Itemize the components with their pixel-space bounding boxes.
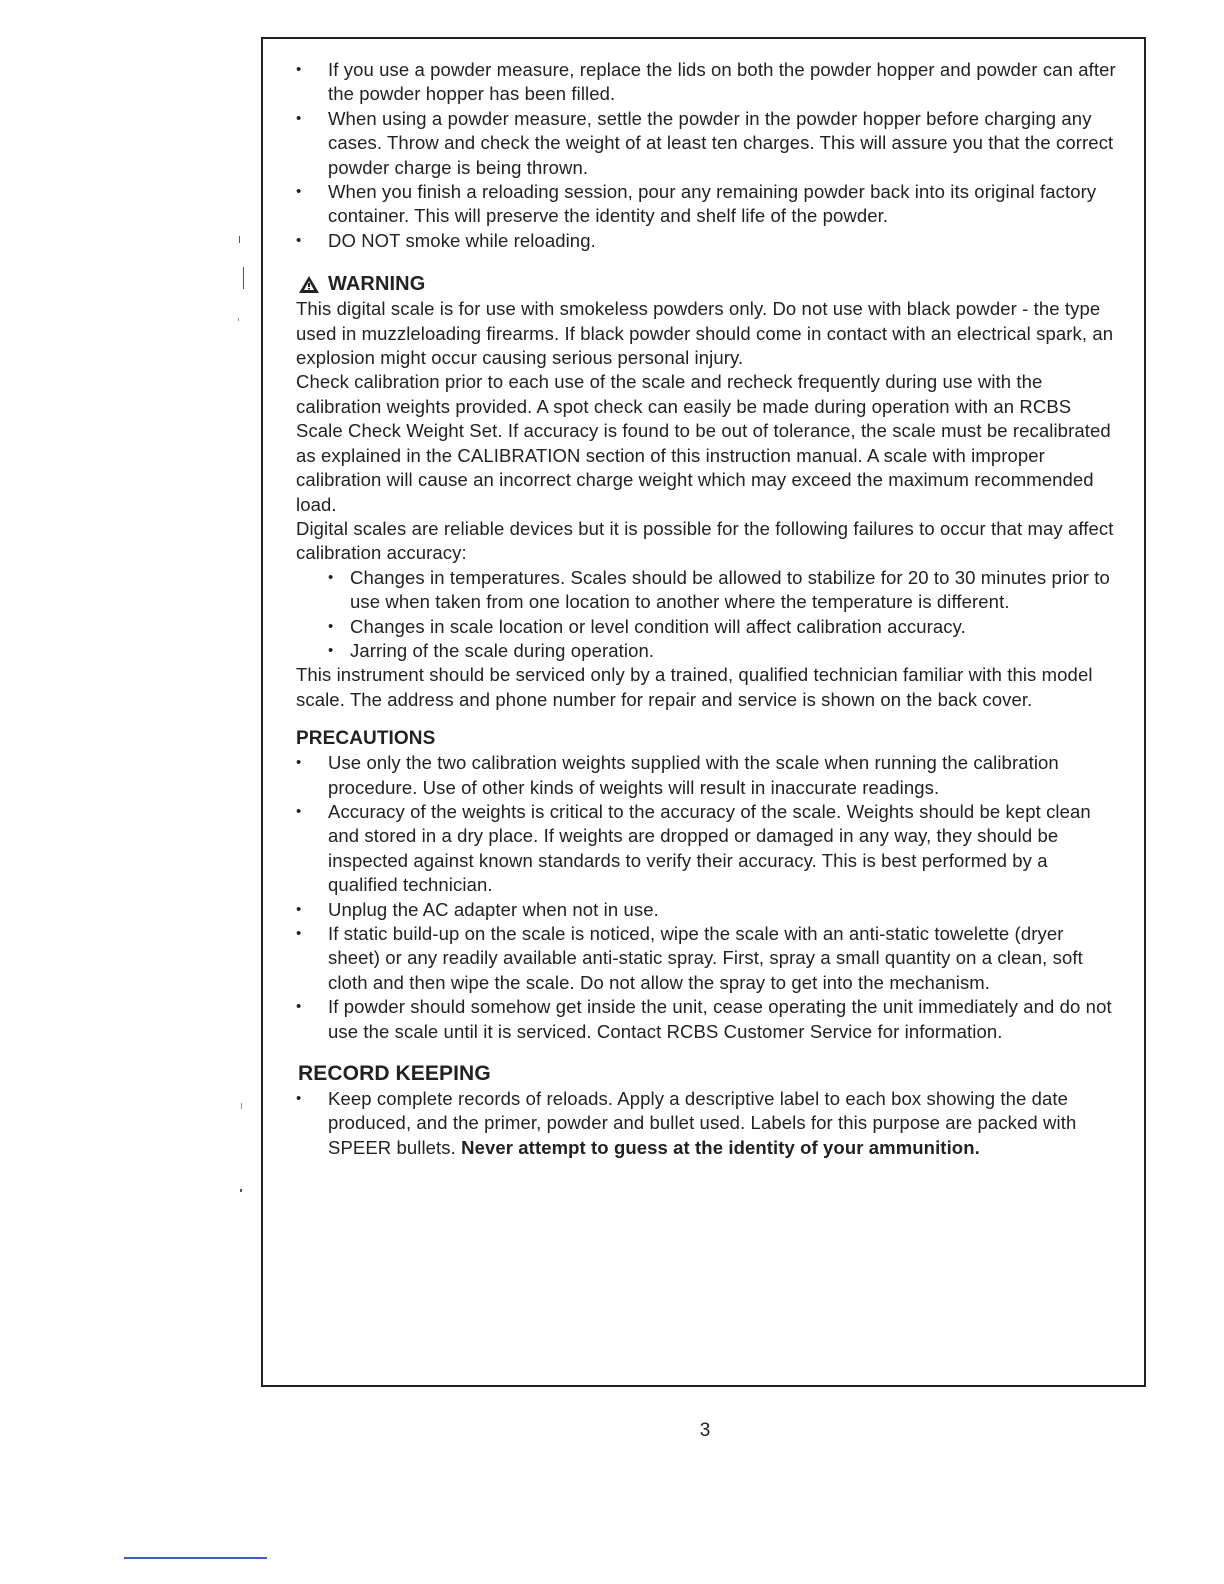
- margin-mark: [239, 236, 240, 243]
- warning-triangle-icon: [298, 275, 320, 294]
- list-item: • Accuracy of the weights is critical to the accuracy of the scale. Weights should be kept clean and stored in a dry place. If weights are dropped or damaged in any way, they should be inspected against known standards to verify their accuracy. This is best performed by a qualified technician.: [296, 800, 1116, 898]
- list-item: • Changes in scale location or level condition will affect calibration accuracy.: [328, 615, 1116, 639]
- failure-list: [328, 566, 1116, 664]
- document-body: [296, 58, 1116, 1160]
- intro-bullet-list: [296, 58, 1116, 253]
- list-item: • If static build-up on the scale is noticed, wipe the scale with an anti-static towelette (dryer sheet) or any readily available anti-static spray. First, spray a small quantity on a clean, soft cloth and then wipe the scale. Do not allow the spray to get into the mechanism.: [296, 922, 1116, 995]
- warning-heading: [296, 271, 1116, 297]
- warning-title: WARNING: [328, 273, 426, 296]
- list-item: [296, 1087, 1116, 1160]
- warning-paragraph: Check calibration prior to each use of the scale and recheck frequently during use with the calibration weights provided. A spot check can easily be made during operation with an RCBS Scale Check Weight Set. If accuracy is found to be out of tolerance, the scale must be recalibrated as explained in the CALIBRATION section of this instruction manual. A scale with improper calibration will cause an incorrect charge weight which may exceed the maximum recommended load.: [296, 371, 1111, 515]
- list-item: • If you use a powder measure, replace the lids on both the powder hopper and powder can after the powder hopper has been filled.: [296, 58, 1116, 107]
- precautions-heading: PRECAUTIONS: [296, 728, 436, 750]
- margin-mark: [240, 1189, 242, 1192]
- record-keeping-emphasis: Never attempt to guess at the identity of your ammunition.: [461, 1136, 980, 1158]
- record-keeping-list: [296, 1087, 1116, 1160]
- bottom-rule: [124, 1557, 267, 1559]
- precautions-list: [296, 751, 1116, 1044]
- list-item: • If powder should somehow get inside the unit, cease operating the unit immediately and do not use the scale until it is serviced. Contact RCBS Customer Service for information.: [296, 995, 1116, 1044]
- margin-mark: [243, 267, 244, 289]
- warning-paragraph: This digital scale is for use with smokeless powders only. Do not use with black powder - the type used in muzzleloading firearms. If black powder should come in contact with an electrical spark, an explosion might occur causing serious personal injury.: [296, 298, 1114, 369]
- list-item: • Jarring of the scale during operation.: [328, 639, 1116, 663]
- list-item: • Unplug the AC adapter when not in use.: [296, 898, 1116, 922]
- warning-paragraph: This instrument should be serviced only by a trained, qualified technician familiar with this model scale. The address and phone number for repair and service is shown on the back cover.: [296, 664, 1093, 710]
- warning-paragraph: Digital scales are reliable devices but it is possible for the following failures to occur that may affect calibration accuracy:: [296, 517, 1114, 564]
- list-item: • DO NOT smoke while reloading.: [296, 229, 1116, 253]
- record-keeping-text: Keep complete records of reloads. Apply a descriptive label to each box showing the date produced, and the primer, powder and bullet used. Labels for this purpose are packed with SPEER bullets.: [328, 1088, 1077, 1158]
- record-keeping-heading: RECORD KEEPING: [298, 1062, 491, 1086]
- margin-mark: [241, 1103, 242, 1109]
- page-number: 3: [699, 1420, 711, 1441]
- margin-mark: [238, 318, 239, 321]
- list-item: • When using a powder measure, settle the powder in the powder hopper before charging any cases. Throw and check the weight of at least ten charges. This will assure you that the correct powder charge is being thrown.: [296, 107, 1116, 180]
- list-item: • When you finish a reloading session, pour any remaining powder back into its original factory container. This will preserve the identity and shelf life of the powder.: [296, 180, 1116, 229]
- list-item: • Use only the two calibration weights supplied with the scale when running the calibration procedure. Use of other kinds of weights will result in inaccurate readings.: [296, 751, 1116, 800]
- list-item: • Changes in temperatures. Scales should be allowed to stabilize for 20 to 30 minutes prior to use when taken from one location to another where the temperature is different.: [328, 566, 1116, 615]
